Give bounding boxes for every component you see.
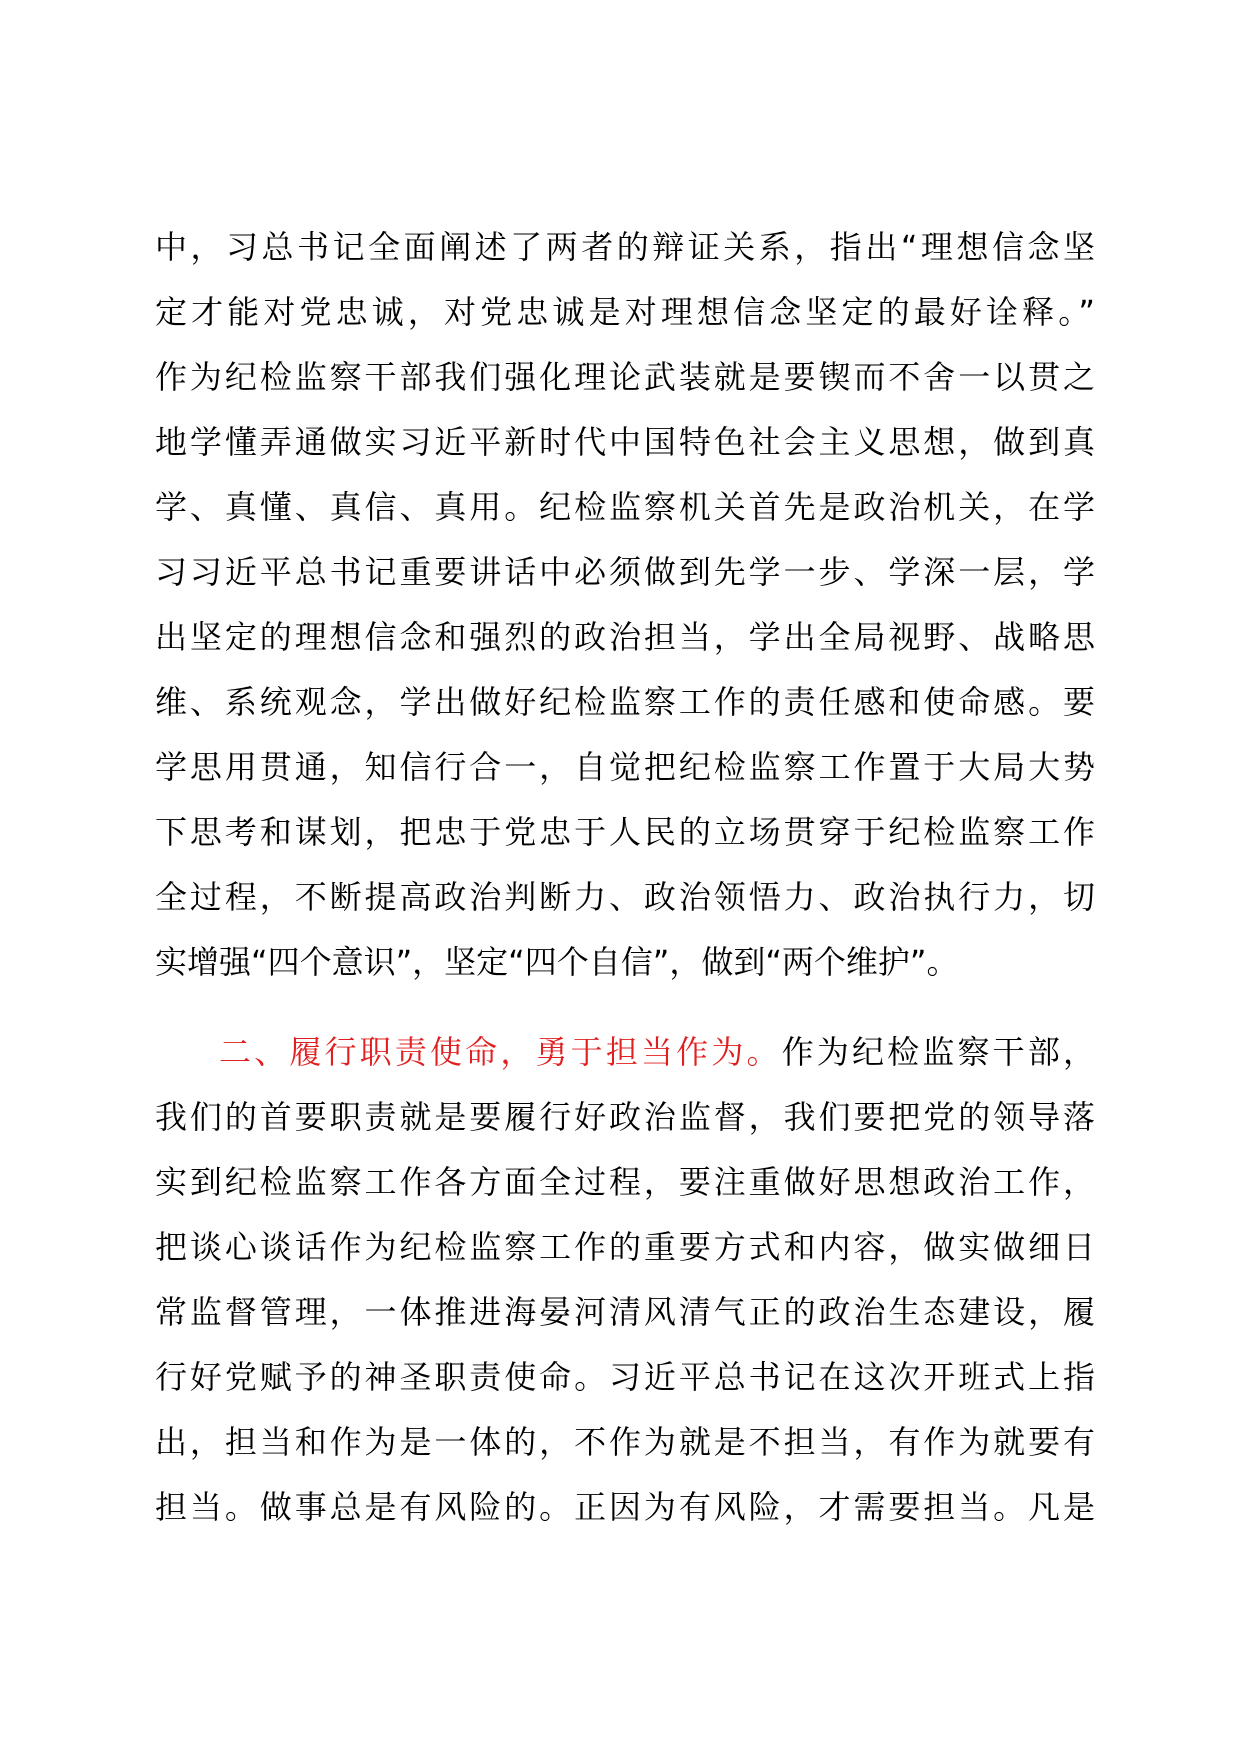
paragraph-line: 出坚定的理想信念和强烈的政治担当，学出全局视野、战略思 <box>155 618 1095 656</box>
body-paragraph-2 <box>155 1020 1095 1540</box>
paragraph-line: 学、真懂、真信、真用。纪检监察机关首先是政治机关，在学 <box>155 488 1095 526</box>
section-heading: 二、履行职责使命，勇于担当作为。 <box>219 1033 782 1071</box>
paragraph-line: 中，习总书记全面阐述了两者的辩证关系，指出“理想信念坚 <box>155 228 1095 266</box>
paragraph-line: 把谈心谈话作为纪检监察工作的重要方式和内容，做实做细日 <box>155 1228 1095 1266</box>
heading-continuation: 作为纪检监察干部， <box>781 1033 1095 1071</box>
paragraph-first-line <box>155 1020 1095 1085</box>
paragraph-line: 实增强“四个意识”，坚定“四个自信”，做到“两个维护”。 <box>155 943 959 981</box>
paragraph-line: 行好党赋予的神圣职责使命。习近平总书记在这次开班式上指 <box>155 1358 1095 1396</box>
paragraph-line: 全过程，不断提高政治判断力、政治领悟力、政治执行力，切 <box>155 878 1095 916</box>
body-paragraph-1 <box>155 215 1095 995</box>
paragraph-line: 实到纪检监察工作各方面全过程，要注重做好思想政治工作， <box>155 1163 1095 1201</box>
paragraph-line: 担当。做事总是有风险的。正因为有风险，才需要担当。凡是 <box>155 1488 1095 1526</box>
paragraph-line: 维、系统观念，学出做好纪检监察工作的责任感和使命感。要 <box>155 683 1095 721</box>
paragraph-line: 作为纪检监察干部我们强化理论武装就是要锲而不舍一以贯之 <box>155 358 1095 396</box>
paragraph-line: 我们的首要职责就是要履行好政治监督，我们要把党的领导落 <box>155 1098 1095 1136</box>
paragraph-line: 学思用贯通，知信行合一，自觉把纪检监察工作置于大局大势 <box>155 748 1095 786</box>
paragraph-line: 出，担当和作为是一体的，不作为就是不担当，有作为就要有 <box>155 1423 1095 1461</box>
paragraph-line: 习习近平总书记重要讲话中必须做到先学一步、学深一层，学 <box>155 553 1095 591</box>
paragraph-line: 定才能对党忠诚，对党忠诚是对理想信念坚定的最好诠释。” <box>155 293 1095 331</box>
paragraph-line: 下思考和谋划，把忠于党忠于人民的立场贯穿于纪检监察工作 <box>155 813 1095 851</box>
paragraph-line: 地学懂弄通做实习近平新时代中国特色社会主义思想，做到真 <box>155 423 1095 461</box>
paragraph-line: 常监督管理，一体推进海晏河清风清气正的政治生态建设，履 <box>155 1293 1095 1331</box>
